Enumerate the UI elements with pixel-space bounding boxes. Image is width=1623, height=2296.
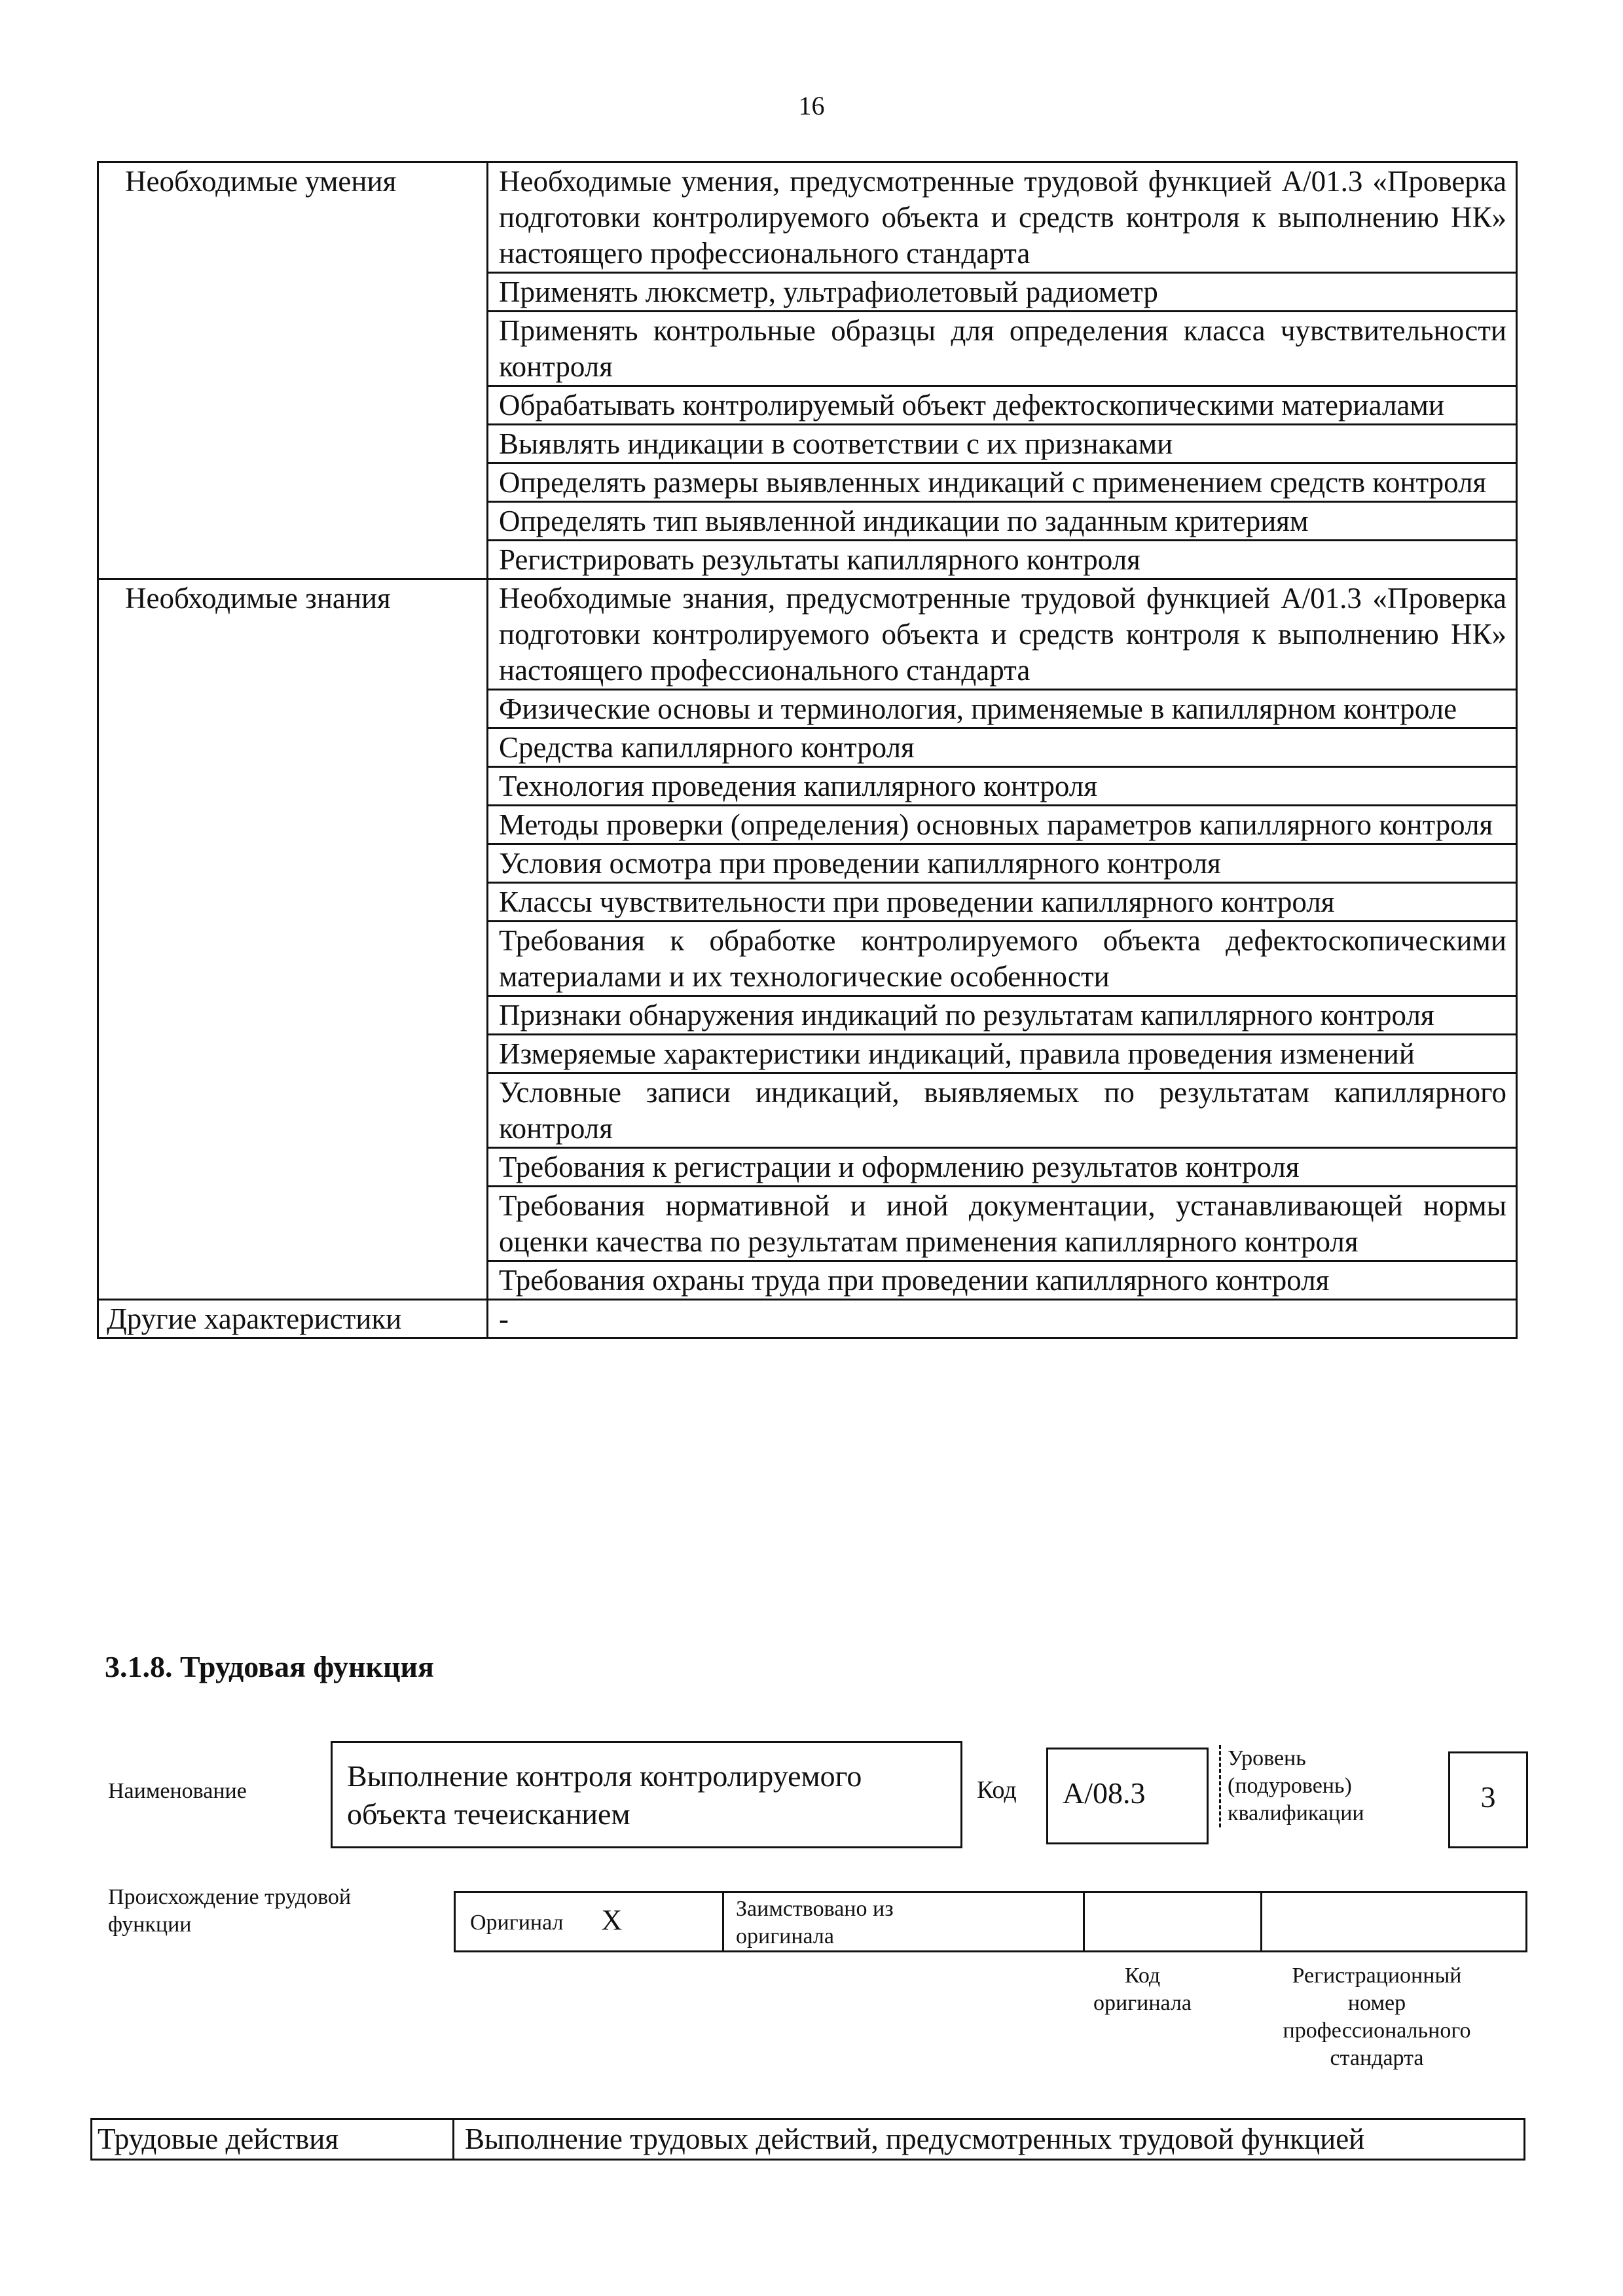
original-cell: [455, 1892, 723, 1952]
other-characteristics-label: Другие характеристики: [98, 1300, 488, 1338]
skills-label: Необходимые умения: [98, 162, 488, 579]
other-characteristics-value: -: [488, 1300, 1517, 1338]
knowledge-item: Условия осмотра при проведении капиллярного контроля: [488, 844, 1517, 883]
knowledge-item: Требования охраны труда при проведении капиллярного контроля: [488, 1261, 1517, 1300]
knowledge-item: Требования нормативной и иной документации, устанавливающей нормы оценки качества по результатам применения капиллярного контроля: [488, 1187, 1517, 1261]
page-number: 16: [798, 91, 825, 120]
labor-function-table: [97, 161, 1518, 1339]
knowledge-item: Классы чувствительности при проведении капиллярного контроля: [488, 883, 1517, 922]
code-value: A/08.3: [1046, 1748, 1209, 1844]
knowledge-row: [98, 579, 1517, 690]
knowledge-label: Необходимые знания: [98, 579, 488, 1300]
knowledge-item: Методы проверки (определения) основных параметров капиллярного контроля: [488, 806, 1517, 844]
origin-label: [108, 1884, 435, 1939]
function-name-box: [331, 1741, 962, 1848]
original-mark: X: [601, 1904, 623, 1936]
original-code-cell: [1084, 1892, 1262, 1952]
function-name-line: объекта течеисканием: [347, 1797, 630, 1831]
caption-line: Регистрационный: [1292, 1964, 1462, 1988]
knowledge-item: Условные записи индикаций, выявляемых по результатам капиллярного контроля: [488, 1073, 1517, 1148]
labor-actions-item: Выполнение трудовых действий, предусмотренных трудовой функцией: [454, 2119, 1525, 2160]
level-label-line: (подуровень): [1228, 1774, 1352, 1798]
section-heading: 3.1.8. Трудовая функция: [105, 1650, 434, 1683]
knowledge-item: Физические основы и терминология, применяемые в капиллярном контроле: [488, 690, 1517, 728]
knowledge-item: Средства капиллярного контроля: [488, 728, 1517, 767]
skills-item: Определять размеры выявленных индикаций с применением средств контроля: [488, 463, 1517, 502]
borrowed-cell: [723, 1892, 1084, 1952]
other-characteristics-row: [98, 1300, 1517, 1338]
skills-item: Применять люксметр, ультрафиолетовый радиометр: [488, 273, 1517, 312]
knowledge-item: Технология проведения капиллярного контроля: [488, 767, 1517, 806]
knowledge-item: Требования к регистрации и оформлению результатов контроля: [488, 1148, 1517, 1187]
caption-line: стандарта: [1330, 2046, 1424, 2070]
knowledge-item: Требования к обработке контролируемого объекта дефектоскопическими материалами и их технологические особенности: [488, 922, 1517, 996]
labor-actions-label: Трудовые действия: [92, 2119, 454, 2160]
origin-label-line: функции: [108, 1912, 192, 1937]
knowledge-item: Измеряемые характеристики индикаций, правила проведения изменений: [488, 1035, 1517, 1073]
origin-table: [454, 1891, 1527, 1952]
caption-line: профессионального: [1283, 2018, 1471, 2043]
caption-line: номер: [1347, 1991, 1406, 2015]
labor-actions-table: [90, 2118, 1525, 2161]
qualification-level-value: 3: [1448, 1751, 1528, 1848]
borrowed-label-line: Заимствовано из: [736, 1897, 894, 1921]
registration-number-caption: [1230, 1962, 1524, 2072]
skills-item: Необходимые умения, предусмотренные трудовой функцией А/01.3 «Проверка подготовки контролируемого объекта и средств контроля к выполнению НК» настоящего профессионального стандарта: [488, 162, 1517, 273]
original-code-caption: [1051, 1962, 1234, 2017]
origin-label-line: Происхождение трудовой: [108, 1885, 352, 1909]
level-label-line: квалификации: [1228, 1801, 1364, 1825]
caption-line: Код: [1124, 1964, 1161, 1988]
skills-item: Применять контрольные образцы для определения класса чувствительности контроля: [488, 312, 1517, 386]
registration-number-cell: [1262, 1892, 1527, 1952]
code-label: Код: [977, 1776, 1017, 1804]
qualification-level-label: [1219, 1745, 1463, 1827]
skills-item: Обрабатывать контролируемый объект дефектоскопическими материалами: [488, 386, 1517, 425]
skills-item: Определять тип выявленной индикации по заданным критериям: [488, 502, 1517, 541]
borrowed-label-line: оригинала: [736, 1924, 834, 1948]
function-name-line: Выполнение контроля контролируемого: [347, 1759, 862, 1793]
knowledge-item: Признаки обнаружения индикаций по результатам капиллярного контроля: [488, 996, 1517, 1035]
original-label: Оригинал: [470, 1910, 564, 1935]
skills-item: Выявлять индикации в соответствии с их признаками: [488, 425, 1517, 463]
name-label: Наименование: [108, 1779, 247, 1803]
knowledge-item: Необходимые знания, предусмотренные трудовой функцией А/01.3 «Проверка подготовки контролируемого объекта и средств контроля к выполнению НК» настоящего профессионального стандарта: [488, 579, 1517, 690]
skills-row: [98, 162, 1517, 273]
skills-item: Регистрировать результаты капиллярного контроля: [488, 541, 1517, 579]
level-label-line: Уровень: [1228, 1746, 1306, 1770]
caption-line: оригинала: [1093, 1991, 1192, 2015]
